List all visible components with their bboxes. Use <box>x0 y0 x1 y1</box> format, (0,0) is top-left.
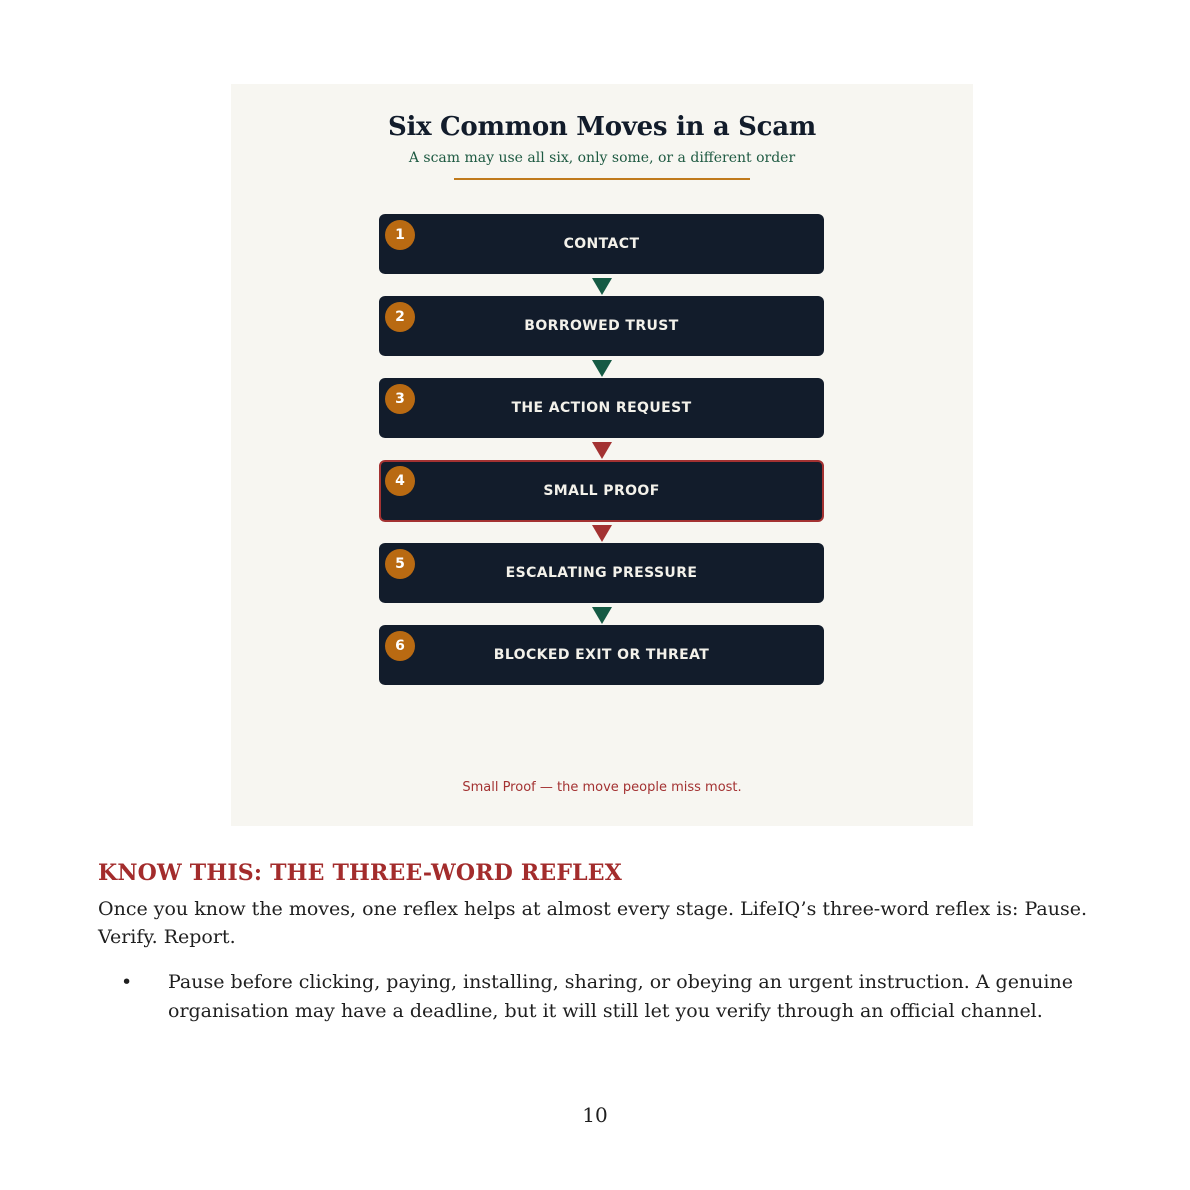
section-heading: KNOW THIS: THE THREE-WORD REFLEX <box>98 860 623 886</box>
down-arrow-icon <box>592 278 612 295</box>
step-number-badge: 5 <box>385 549 415 579</box>
step-escalating-pressure <box>379 543 824 603</box>
title-underline <box>454 178 750 180</box>
step-small-proof <box>379 460 824 522</box>
bullet-item: Pause before clicking, paying, installing, sharing, or obeying an urgent instruction. A genuine organisation may have a deadline, but it will still let you verify through an official channel. <box>168 971 1073 1022</box>
down-arrow-icon <box>592 442 612 459</box>
step-label: ESCALATING PRESSURE <box>505 565 698 581</box>
down-arrow-icon <box>592 360 612 377</box>
step-label: CONTACT <box>563 236 640 252</box>
step-contact <box>379 214 824 274</box>
down-arrow-icon <box>592 607 612 624</box>
down-arrow-icon <box>592 525 612 542</box>
step-number-badge: 6 <box>385 631 415 661</box>
scam-moves-figure <box>231 84 973 826</box>
bullet-marker: • <box>121 971 133 993</box>
body-paragraph: Once you know the moves, one reflex helps at almost every stage. LifeIQ’s three-word reflex is: Pause. Verify. Report. <box>98 898 1088 948</box>
step-label: THE ACTION REQUEST <box>511 400 692 416</box>
step-number-badge: 4 <box>385 466 415 496</box>
step-number-badge: 1 <box>385 220 415 250</box>
step-label: BLOCKED EXIT OR THREAT <box>493 647 710 663</box>
step-blocked-exit <box>379 625 824 685</box>
step-number-badge: 3 <box>385 384 415 414</box>
figure-title: Six Common Moves in a Scam <box>388 112 816 142</box>
step-action-request <box>379 378 824 438</box>
step-label: SMALL PROOF <box>543 483 660 499</box>
step-number-badge: 2 <box>385 302 415 332</box>
page-number: 10 <box>582 1103 608 1127</box>
step-borrowed-trust <box>379 296 824 356</box>
figure-subtitle: A scam may use all six, only some, or a different order <box>408 150 796 166</box>
step-label: BORROWED TRUST <box>524 318 679 334</box>
figure-caption: Small Proof — the move people miss most. <box>462 780 742 795</box>
